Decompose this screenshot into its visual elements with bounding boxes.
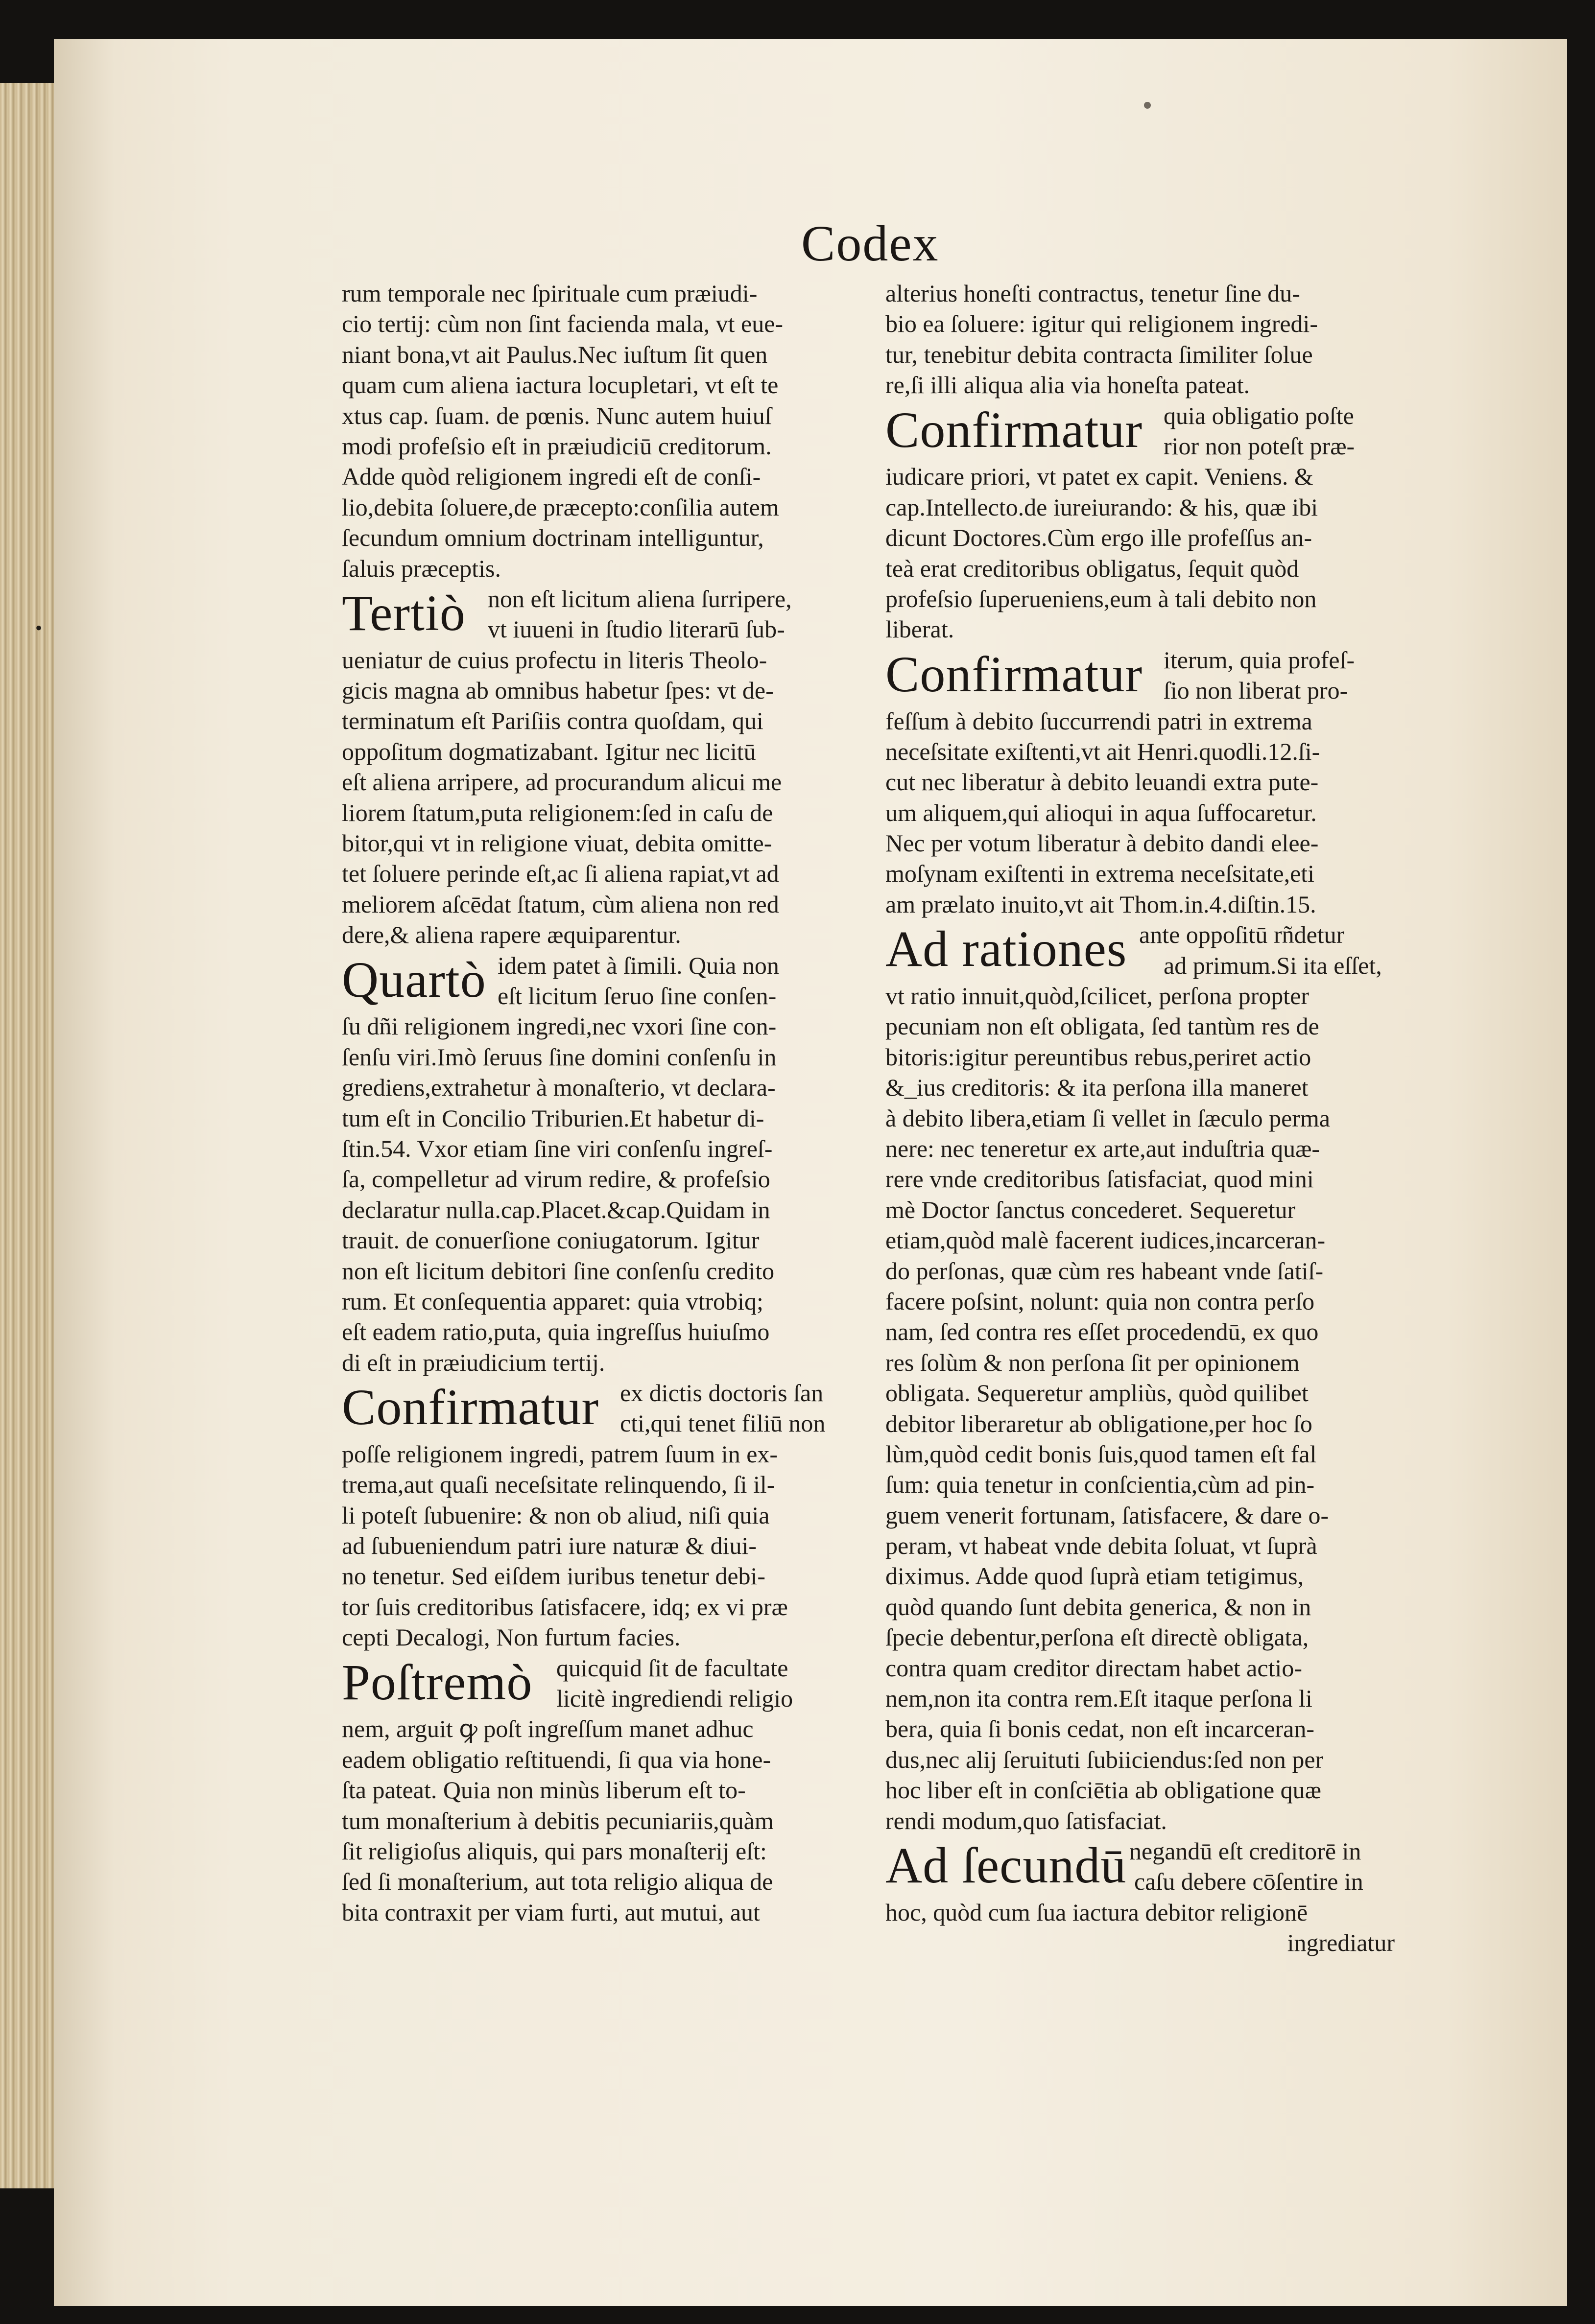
heading-word: Confirmatur — [342, 1379, 599, 1436]
heading-tail-line: idem patet à ſimili. Quia non — [498, 951, 779, 979]
left-column — [342, 278, 851, 1927]
heading-tail-line: caſu debere cōſentire in — [1134, 1868, 1363, 1896]
heading-tail-line: cti,qui tenet filiū non — [620, 1409, 826, 1437]
text-line: quam cum aliena iactura locupletari, vt eſt te — [342, 371, 779, 399]
heading-word: Ad rationes — [885, 921, 1127, 978]
heading-tail-line: ſio non liberat pro- — [1164, 677, 1348, 704]
right-para-1 — [885, 278, 1395, 400]
text-line: gicis magna ab omnibus habetur ſpes: vt de- — [342, 677, 774, 704]
text-line: nam, ſed contra res eſſet procedendū, ex quo — [885, 1318, 1319, 1346]
text-line: am prælato inuito,vt ait Thom.in.4.diſtin.15. — [885, 890, 1316, 918]
text-line: lio,debita ſoluere,de præcepto:conſilia autem — [342, 493, 779, 521]
text-line: ſa, compelletur ad virum redire, & profeſsio — [342, 1165, 770, 1193]
text-line: iudicare priori, vt patet ex capit. Veniens. & — [885, 463, 1313, 491]
text-line: dicunt Doctores.Cùm ergo ille profeſſus an- — [885, 524, 1312, 552]
heading-tail-line: negandū eſt creditorē in — [1129, 1837, 1361, 1865]
running-head: Codex — [801, 215, 939, 272]
text-line: nere: nec teneretur ex arte,aut induſtria quæ- — [885, 1134, 1320, 1162]
text-line: modi profeſsio eſt in præiudiciū creditorum. — [342, 432, 772, 460]
section-heading-quarto — [342, 950, 851, 1011]
heading-tail-line: licitè ingrediendi religio — [556, 1685, 793, 1713]
text-line: ſecundum omnium doctrinam intelliguntur, — [342, 524, 764, 552]
text-line: nem, arguit ꝙ poſt ingreſſum manet adhuc — [342, 1715, 754, 1743]
text-line: ſta pateat. Quia non minùs liberum eſt to- — [342, 1776, 746, 1804]
left-para-1 — [342, 278, 851, 584]
heading-word: Confirmatur — [885, 401, 1143, 458]
paper-speck — [1144, 102, 1151, 109]
left-para-5 — [342, 1714, 851, 1927]
text-line: ſpecie debentur,perſona eſt directè obligata, — [885, 1623, 1309, 1651]
section-heading-confirmatur-2 — [885, 645, 1395, 706]
section-heading-ad-secundum — [885, 1836, 1395, 1897]
text-line: oppoſitum dogmatizabant. Igitur nec licitū — [342, 737, 756, 765]
section-heading-postremo — [342, 1653, 851, 1714]
text-line: moſynam exiſtenti in extrema neceſsitate,eti — [885, 860, 1315, 888]
text-line: facere poſsint, nolunt: quia non contra perſo — [885, 1287, 1315, 1315]
text-line: dere,& aliena rapere æquiparentur. — [342, 921, 681, 949]
text-line: hoc liber eſt in conſciētia ab obligatione quæ — [885, 1776, 1322, 1804]
text-line: rere vnde creditoribus ſatisfaciat, quod mini — [885, 1165, 1314, 1193]
right-para-3 — [885, 706, 1395, 920]
text-line: ſed ſi monaſterium, aut tota religio aliqua de — [342, 1868, 773, 1896]
left-para-3 — [342, 1011, 851, 1378]
heading-tail-line: rior non poteſt præ- — [1164, 432, 1355, 460]
section-heading-ad-rationes — [885, 919, 1395, 981]
text-line: vt ratio innuit,quòd,ſcilicet, perſona propter — [885, 982, 1309, 1010]
text-line: do perſonas, quæ cùm res habeant vnde ſatiſ- — [885, 1257, 1324, 1285]
text-line: eſt aliena arripere, ad procurandum alicui me — [342, 768, 782, 796]
text-line: ſit religioſus aliquis, qui pars monaſterij eſt: — [342, 1837, 767, 1865]
text-line: ſum: quia tenetur in conſcientia,cùm ad pin- — [885, 1471, 1315, 1499]
section-heading-confirmatur — [342, 1378, 851, 1439]
text-line: &_ius creditoris: & ita perſona illa maneret — [885, 1074, 1309, 1102]
heading-tail-line: quia obligatio poſte — [1164, 401, 1354, 429]
heading-tail-line: eſt licitum ſeruo ſine conſen- — [498, 982, 777, 1009]
text-line: neceſsitate exiſtenti,vt ait Henri.quodli.12.ſi- — [885, 737, 1320, 765]
text-line: um aliquem,qui alioqui in aqua ſuffocaretur. — [885, 798, 1317, 826]
text-line: teà erat creditoribus obligatus, ſequit quòd — [885, 554, 1299, 582]
text-line: bitor,qui vt in religione viuat, debita omitte- — [342, 829, 772, 857]
text-line: xtus cap. ſuam. de pœnis. Nunc autem huiuſ — [342, 401, 772, 429]
heading-tail-line: vt iuueni in ſtudio literarū ſub- — [488, 615, 785, 643]
text-line: diximus. Adde quod ſuprà etiam tetigimus, — [885, 1562, 1304, 1590]
text-line: tur, tenebitur debita contracta ſimiliter ſolue — [885, 340, 1313, 368]
heading-tail-line: quicquid ſit de facultate — [556, 1654, 788, 1682]
text-line: feſſum à debito ſuccurrendi patri in extrema — [885, 707, 1312, 735]
left-para-4 — [342, 1439, 851, 1653]
right-column — [885, 278, 1395, 1958]
heading-word: Tertiò — [342, 585, 466, 641]
text-line: tum monaſterium à debitis pecuniariis,quàm — [342, 1807, 774, 1834]
text-line: dus,nec alij ſeruituti ſubiiciendus:ſed non per — [885, 1745, 1324, 1773]
text-line: debitor liberaretur ab obligatione,per hoc ſo — [885, 1409, 1312, 1437]
text-line: niant bona,vt ait Paulus.Nec iuſtum ſit quen — [342, 340, 768, 368]
text-line: cut nec liberatur à debito leuandi extra pute- — [885, 768, 1319, 796]
text-line: peram, vt habeat vnde debita ſoluat, vt ſuprà — [885, 1532, 1317, 1560]
text-line: liorem ſtatum,puta religionem:ſed in caſu de — [342, 798, 773, 826]
heading-tail-line: ante oppoſitū rñdetur — [1139, 921, 1345, 949]
text-line: poſſe religionem ingredi, patrem ſuum in ex- — [342, 1440, 778, 1468]
margin-mark: • — [35, 617, 43, 639]
text-line: ſaluis præceptis. — [342, 554, 501, 582]
heading-tail-line: ex dictis doctoris ſan — [620, 1379, 824, 1407]
text-line: eadem obligatio reſtituendi, ſi qua via hone- — [342, 1745, 771, 1773]
text-line: Adde quòd religionem ingredi eſt de conſi- — [342, 463, 761, 491]
text-line: non eſt licitum debitori ſine conſenſu credito — [342, 1257, 775, 1285]
text-line: nem,non ita contra rem.Eſt itaque perſona li — [885, 1685, 1312, 1713]
text-line: rum temporale nec ſpirituale cum præiudi- — [342, 280, 758, 307]
text-line: re,ſi illi aliqua alia via honeſta pateat. — [885, 371, 1250, 399]
text-line: guem venerit fortunam, ſatisfacere, & dare o- — [885, 1501, 1329, 1529]
right-para-4 — [885, 981, 1395, 1836]
heading-word: Quartò — [342, 951, 486, 1008]
text-line: cepti Decalogi, Non furtum facies. — [342, 1623, 681, 1651]
text-line: hoc, quòd cum ſua iactura debitor religionē — [885, 1898, 1308, 1926]
heading-word: Poſtremò — [342, 1654, 533, 1711]
text-line: rendi modum,quo ſatisfaciat. — [885, 1807, 1167, 1834]
text-line: profeſsio ſuperueniens,eum à tali debito non — [885, 585, 1317, 612]
text-line: lùm,quòd cedit bonis ſuis,quod tamen eſt fal — [885, 1440, 1317, 1468]
text-line: obligata. Sequeretur ampliùs, quòd quilibet — [885, 1379, 1309, 1407]
text-line: mè Doctor ſanctus concederet. Sequeretur — [885, 1196, 1296, 1223]
text-line: bio ea ſoluere: igitur qui religionem ingredi- — [885, 310, 1318, 338]
text-line: rum. Et conſequentia apparet: quia vtrobiq; — [342, 1287, 763, 1315]
text-line: alterius honeſti contractus, tenetur ſine du- — [885, 280, 1300, 307]
text-line: di eſt in præiudicium tertij. — [342, 1348, 605, 1376]
text-line: tor ſuis creditoribus ſatisfacere, idq; ex vi præ — [342, 1593, 788, 1620]
text-line: no tenetur. Sed eiſdem iuribus tenetur debi- — [342, 1562, 766, 1590]
left-para-2 — [342, 645, 851, 950]
text-line: bitoris:igitur pereuntibus rebus,periret actio — [885, 1043, 1311, 1071]
text-line: meliorem aſcēdat ſtatum, cùm aliena non red — [342, 890, 779, 918]
text-line: li poteſt ſubuenire: & non ob aliud, niſi quia — [342, 1501, 770, 1529]
text-line: ad ſubueniendum patri iure naturæ & diui- — [342, 1532, 757, 1560]
text-line: pecuniam non eſt obligata, ſed tantùm res de — [885, 1012, 1319, 1040]
text-line: trauit. de conuerſione coniugatorum. Igitur — [342, 1226, 760, 1254]
text-line: bita contraxit per viam furti, aut mutui, aut — [342, 1898, 760, 1926]
text-line: grediens,extrahetur à monaſterio, vt declara- — [342, 1074, 776, 1102]
text-line: contra quam creditor directam habet actio- — [885, 1654, 1302, 1682]
text-line: ſtin.54. Vxor etiam ſine viri conſenſu ingreſ- — [342, 1134, 773, 1162]
text-line: terminatum eſt Pariſiis contra quoſdam, qui — [342, 707, 763, 735]
text-line: ſenſu viri.Imò ſeruus ſine domini conſenſu in — [342, 1043, 777, 1071]
text-line: liberat. — [885, 615, 954, 643]
text-line: etiam,quòd malè facerent iudices,incarceran- — [885, 1226, 1326, 1254]
text-line: ſu dñi religionem ingredi,nec vxori ſine con- — [342, 1012, 777, 1040]
text-line: Nec per votum liberatur à debito dandi elee- — [885, 829, 1319, 857]
text-line: bera, quia ſi bonis cedat, non eſt incarceran- — [885, 1715, 1315, 1743]
text-line: cio tertij: cùm non ſint facienda mala, vt eue- — [342, 310, 784, 338]
text-line: res ſolùm & non perſona ſit per opinionem — [885, 1348, 1300, 1376]
catchword: ingrediatur — [1287, 1929, 1395, 1957]
heading-word: Confirmatur — [885, 646, 1143, 703]
right-para-5 — [885, 1897, 1395, 1958]
text-line: trema,aut quaſi neceſsitate relinquendo, ſi il- — [342, 1471, 775, 1499]
text-line: cap.Intellecto.de iureiurando: & his, quæ ibi — [885, 493, 1318, 521]
text-line: ueniatur de cuius profectu in literis Theolo- — [342, 646, 767, 674]
heading-tail-line: ad primum.Si ita eſſet, — [1164, 951, 1382, 979]
text-line: tet ſoluere perinde eſt,ac ſi aliena rapiat,vt ad — [342, 860, 779, 888]
text-line: quòd quando ſunt debita generica, & non in — [885, 1593, 1311, 1620]
right-para-2 — [885, 461, 1395, 644]
section-heading-tertio — [342, 584, 851, 645]
text-line: à debito libera,etiam ſi vellet in ſæculo perma — [885, 1104, 1331, 1132]
heading-tail-line: iterum, quia profeſ- — [1164, 646, 1355, 674]
heading-word: Ad ſecundū — [885, 1837, 1127, 1894]
heading-tail-line: non eſt licitum aliena ſurripere, — [488, 585, 792, 612]
text-line: eſt eadem ratio,puta, quia ingreſſus huiuſmo — [342, 1318, 770, 1346]
section-heading-confirmatur-1 — [885, 400, 1395, 462]
text-line: declaratur nulla.cap.Placet.&cap.Quidam in — [342, 1196, 770, 1223]
text-line: tum eſt in Concilio Triburien.Et habetur di- — [342, 1104, 764, 1132]
